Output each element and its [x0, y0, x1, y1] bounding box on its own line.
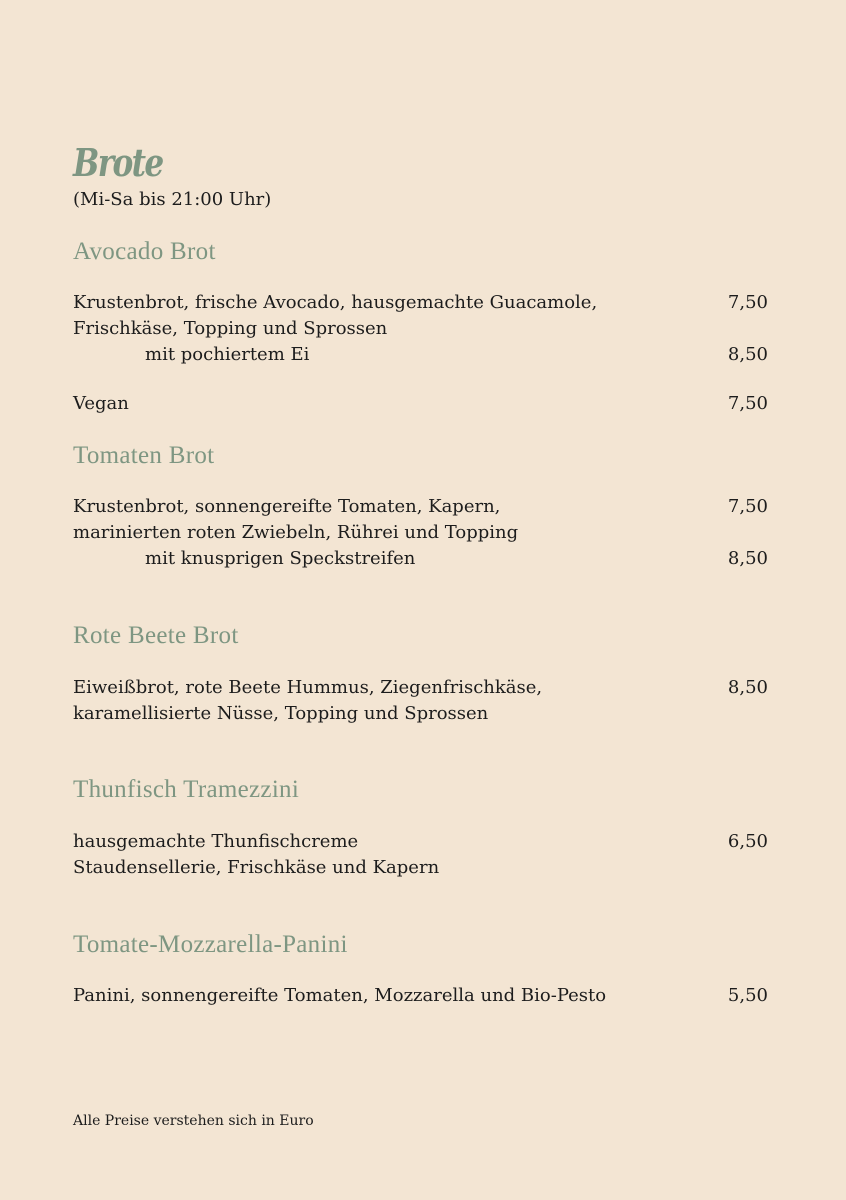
item-description: hausgemachte Thunfischcreme — [73, 831, 359, 852]
item-description: Krustenbrot, sonnengereifte Tomaten, Kapern, — [73, 496, 501, 517]
item-price: 7,50 — [727, 292, 768, 313]
item-description: karamellisierte Nüsse, Topping und Sprossen — [73, 703, 489, 724]
item-price: 6,50 — [727, 831, 768, 852]
item-price: 7,50 — [727, 496, 768, 517]
item-option-price: 8,50 — [727, 344, 768, 365]
section-heading: Thunfisch Tramezzini — [73, 776, 300, 803]
item-description: marinierten roten Zwiebeln, Rührei und Topping — [73, 522, 519, 543]
item-price: 8,50 — [727, 677, 768, 698]
item-option: mit knusprigen Speckstreifen — [145, 548, 416, 569]
item-price: 5,50 — [727, 985, 768, 1006]
opening-hours-note: (Mi-Sa bis 21:00 Uhr) — [73, 189, 272, 210]
section-heading: Tomaten Brot — [73, 442, 215, 469]
page-title: Brote — [73, 140, 163, 185]
item-description: Panini, sonnengereifte Tomaten, Mozzarella und Bio-Pesto — [73, 985, 607, 1006]
section-heading: Tomate-Mozzarella-Panini — [73, 931, 348, 958]
item-option-price: 8,50 — [727, 548, 768, 569]
item-description: Frischkäse, Topping und Sprossen — [73, 318, 388, 339]
section-heading: Rote Beete Brot — [73, 622, 239, 649]
item-variant: Vegan — [73, 393, 129, 414]
item-description: Staudensellerie, Frischkäse und Kapern — [73, 857, 440, 878]
item-description: Eiweißbrot, rote Beete Hummus, Ziegenfrischkäse, — [73, 677, 543, 698]
item-option: mit pochiertem Ei — [145, 344, 310, 365]
item-variant-price: 7,50 — [727, 393, 768, 414]
price-footnote: Alle Preise verstehen sich in Euro — [73, 1113, 314, 1129]
item-description: Krustenbrot, frische Avocado, hausgemachte Guacamole, — [73, 292, 598, 313]
section-heading: Avocado Brot — [73, 238, 216, 265]
